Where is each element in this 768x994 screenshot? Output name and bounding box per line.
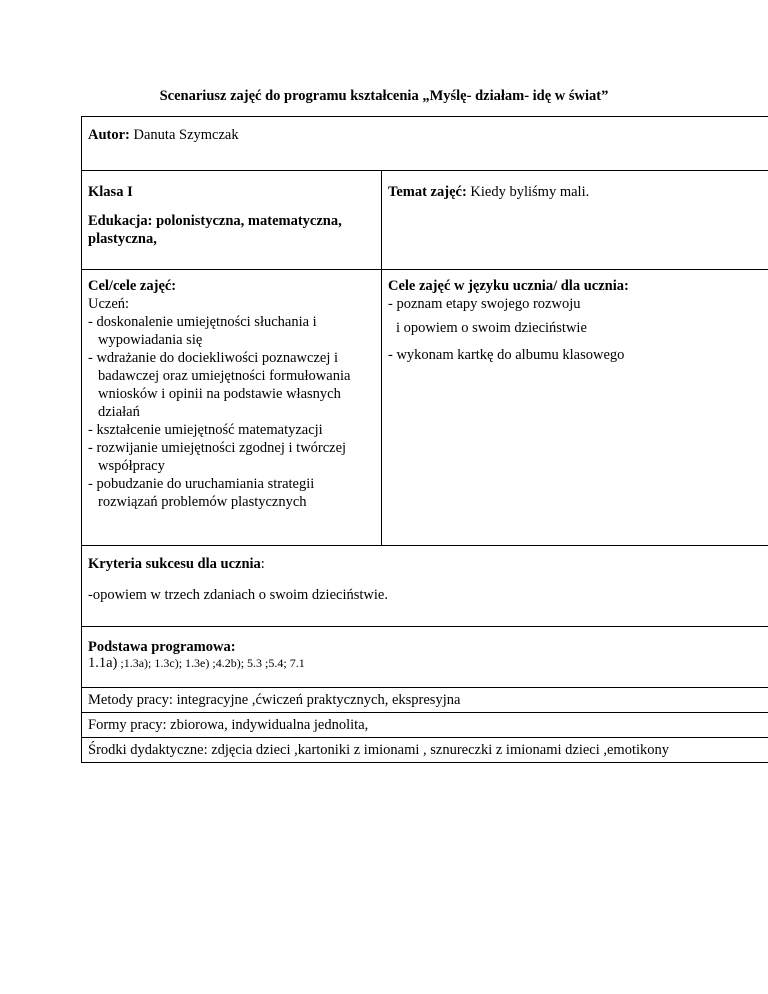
curriculum-rest: ;1.3a); 1.3c); 1.3e) ;4.2b); 5.3 ;5.4; 7.1 xyxy=(117,656,305,670)
education-label: Edukacja: xyxy=(88,213,153,229)
lesson-table xyxy=(81,116,768,763)
student-goal-line: - poznam etapy swojego rozwoju xyxy=(388,296,581,312)
topic-label: Temat zajęć: xyxy=(388,184,467,200)
resources-cell: Środki dydaktyczne: zdjęcia dzieci ,kartoniki z imionami , sznureczki z imionami dzieci ,emotikony xyxy=(82,738,768,763)
goal-line: wypowiadania się xyxy=(98,332,203,348)
education-text xyxy=(88,212,375,248)
class-cell xyxy=(82,171,382,270)
author-value: Danuta Szymczak xyxy=(133,127,239,143)
student-goals-heading: Cele zajęć w języku ucznia/ dla ucznia: xyxy=(388,278,629,294)
goal-line: - doskonalenie umiejętności słuchania i xyxy=(88,314,317,330)
criteria-cell xyxy=(82,546,768,627)
forms-row xyxy=(82,713,768,738)
goals-intro: Uczeń: xyxy=(88,296,130,312)
criteria-colon: : xyxy=(260,556,265,572)
goal-line: badawczej oraz umiejętności formułowania xyxy=(98,368,351,384)
goals-cell xyxy=(82,270,382,546)
goal-line: - pobudzanie do uruchamiania strategii xyxy=(88,476,315,492)
criteria-row xyxy=(82,546,768,627)
goals-heading: Cel/cele zajęć: xyxy=(88,278,177,294)
topic-value: Kiedy byliśmy mali. xyxy=(470,184,590,200)
methods-cell: Metody pracy: integracyjne ,ćwiczeń praktycznych, ekspresyjna xyxy=(82,688,768,713)
goal-line: rozwiązań problemów plastycznych xyxy=(98,494,307,510)
author-label: Autor: xyxy=(88,127,130,143)
document-title: Scenariusz zajęć do programu kształcenia „Myślę- działam- idę w świat” xyxy=(159,88,609,104)
student-goals-cell xyxy=(382,270,768,546)
author-row xyxy=(82,117,768,171)
criteria-heading xyxy=(88,555,763,573)
curriculum-text xyxy=(88,654,763,672)
methods-row xyxy=(82,688,768,713)
curriculum-cell xyxy=(82,627,768,688)
resources-row xyxy=(82,738,768,763)
education-value: polonistyczna, matematyczna, plastyczna, xyxy=(88,213,342,247)
forms-cell: Formy pracy: zbiorowa, indywidualna jednolita, xyxy=(82,713,768,738)
curriculum-row xyxy=(82,627,768,688)
curriculum-label: Podstawa programowa: xyxy=(88,639,236,655)
criteria-label: Kryteria sukcesu dla ucznia xyxy=(88,556,261,572)
goal-line: - wdrażanie do dociekliwości poznawczej i xyxy=(88,350,339,366)
class-label: Klasa I xyxy=(88,184,133,200)
goal-line: - rozwijanie umiejętności zgodnej i twórczej xyxy=(88,440,347,456)
goal-line: współpracy xyxy=(98,458,165,474)
curriculum-lead: 1.1a) xyxy=(88,655,118,671)
student-goal-line: i opowiem o swoim dzieciństwie xyxy=(396,320,587,336)
goals-row xyxy=(82,270,768,546)
goal-line: działań xyxy=(98,404,140,420)
author-cell xyxy=(82,117,768,171)
class-row xyxy=(82,171,768,270)
student-goal-line: - wykonam kartkę do albumu klasowego xyxy=(388,347,625,363)
goal-line: - kształcenie umiejętność matematyzacji xyxy=(88,422,323,438)
topic-cell xyxy=(382,171,768,270)
goal-line: wniosków i opinii na podstawie własnych xyxy=(98,386,341,402)
criteria-text: -opowiem w trzech zdaniach o swoim dzieciństwie. xyxy=(88,587,388,603)
